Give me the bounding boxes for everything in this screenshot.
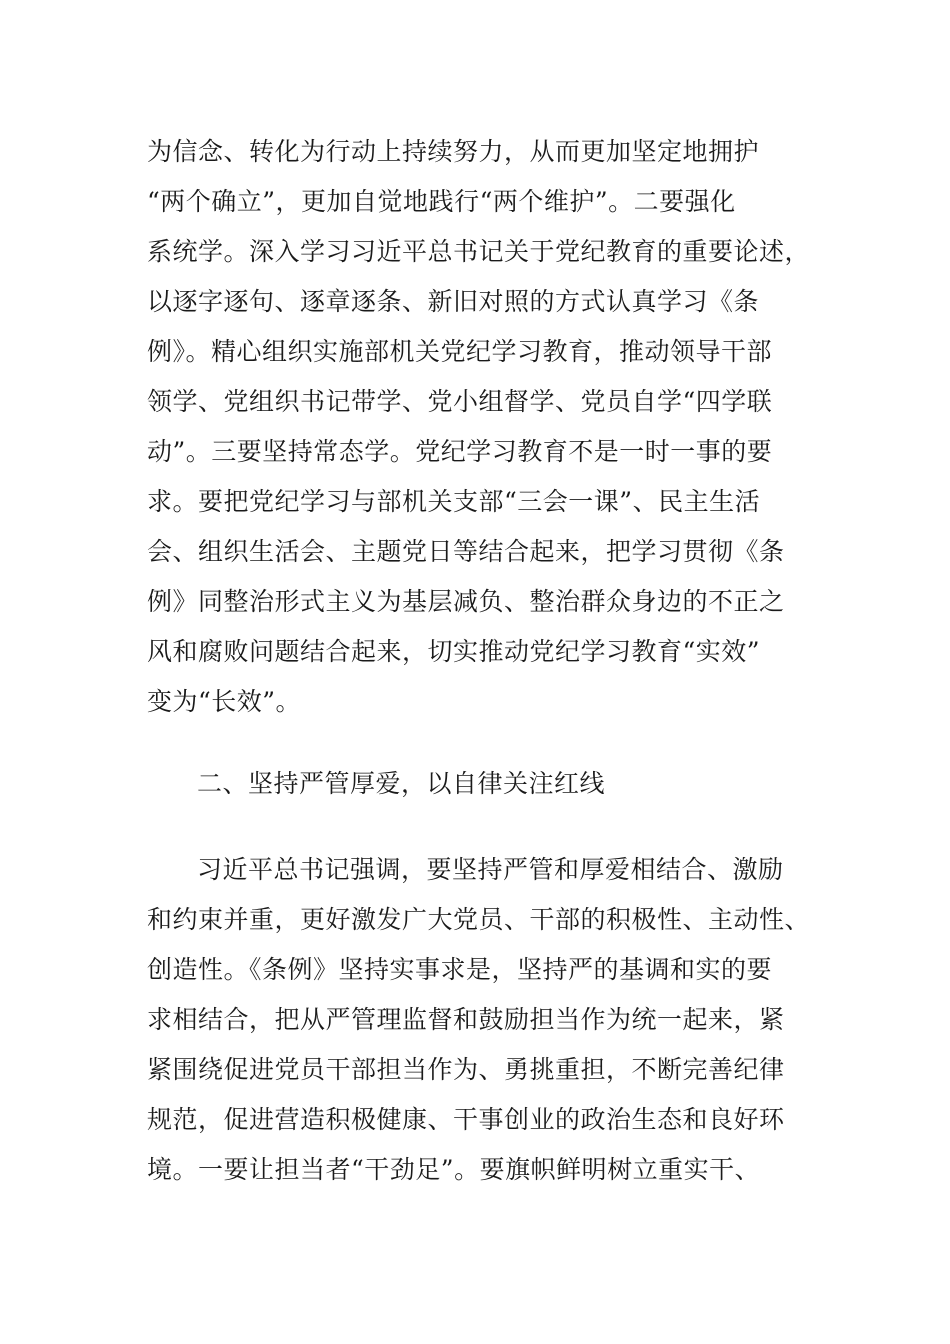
paragraph-1-line-3: 系统学。深入学习习近平总书记关于党纪教育的重要论述， bbox=[147, 237, 811, 266]
paragraph-1-line-1: 为信念、转化为行动上持续努力，从而更加坚定地拥护 bbox=[147, 137, 760, 166]
section-heading: 二、坚持严管厚爱，以自律关注红线 bbox=[197, 769, 606, 798]
paragraph-2-line-4: 求相结合，把从严管理监督和鼓励担当作为统一起来，紧 bbox=[147, 1005, 785, 1034]
paragraph-2-line-5: 紧围绕促进党员干部担当作为、勇挑重担，不断完善纪律 bbox=[147, 1055, 785, 1084]
paragraph-1-line-6: 领学、党组织书记带学、党小组督学、党员自学“四学联 bbox=[147, 387, 773, 416]
paragraph-1-line-11: 风和腐败问题结合起来，切实推动党纪学习教育“实效” bbox=[147, 637, 761, 666]
paragraph-1-line-12: 变为“长效”。 bbox=[147, 687, 302, 716]
paragraph-2-line-7: 境。一要让担当者“干劲足”。要旗帜鲜明树立重实干、 bbox=[147, 1155, 761, 1184]
paragraph-1-line-5: 例》。精心组织实施部机关党纪学习教育，推动领导干部 bbox=[147, 337, 773, 366]
paragraph-2-line-1: 习近平总书记强调，要坚持严管和厚爱相结合、激励 bbox=[197, 855, 784, 884]
paragraph-2-line-6: 规范，促进营造积极健康、干事创业的政治生态和良好环 bbox=[147, 1105, 785, 1134]
paragraph-2-line-3: 创造性。《条例》坚持实事求是，坚持严的基调和实的要 bbox=[147, 955, 773, 984]
paragraph-1-line-2: “两个确立”，更加自觉地践行“两个维护”。二要强化 bbox=[147, 187, 736, 216]
paragraph-2-line-2: 和约束并重，更好激发广大党员、干部的积极性、主动性、 bbox=[147, 905, 811, 934]
paragraph-1-line-8: 求。要把党纪学习与部机关支部“三会一课”、民主生活 bbox=[147, 487, 761, 516]
paragraph-1-line-9: 会、组织生活会、主题党日等结合起来，把学习贯彻《条 bbox=[147, 537, 785, 566]
paragraph-1-line-7: 动”。三要坚持常态学。党纪学习教育不是一时一事的要 bbox=[147, 437, 773, 466]
paragraph-1-line-10: 例》同整治形式主义为基层减负、整治群众身边的不正之 bbox=[147, 587, 785, 616]
paragraph-1-line-4: 以逐字逐句、逐章逐条、新旧对照的方式认真学习《条 bbox=[147, 287, 760, 316]
